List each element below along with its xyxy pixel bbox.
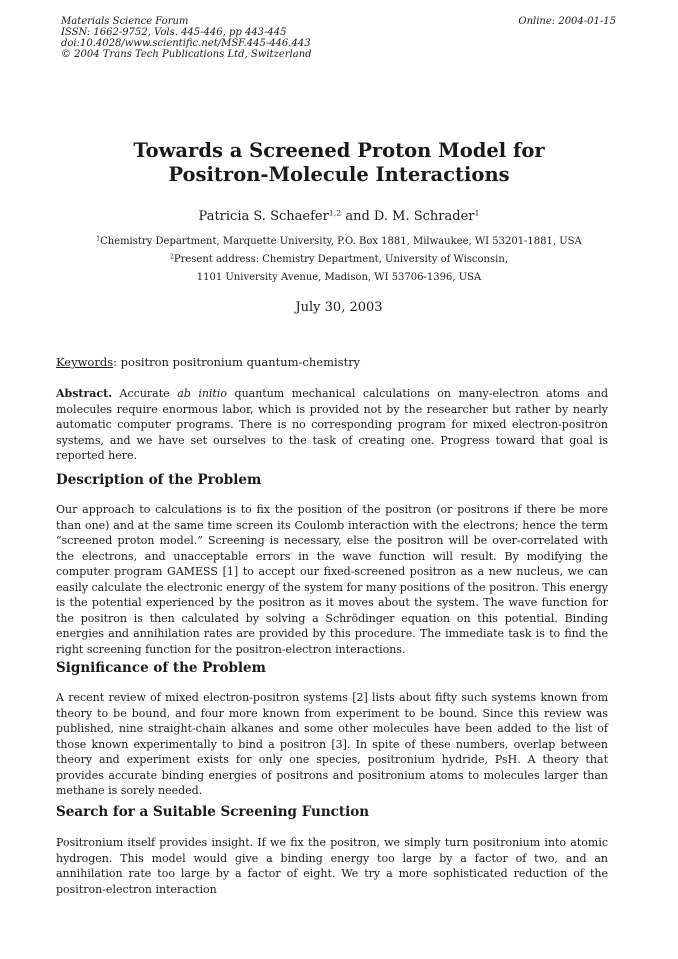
author-conj: and — [341, 209, 374, 224]
author-1-affil: 1,2 — [328, 208, 342, 218]
section-heading-search: Search for a Suitable Screening Function — [56, 804, 370, 820]
copyright-line: © 2004 Trans Tech Publications Ltd, Switzerland — [61, 49, 312, 60]
affiliation-3: 1101 University Avenue, Madison, WI 53706-1396, USA — [196, 272, 482, 283]
section-heading-significance: Significance of the Problem — [56, 660, 266, 676]
author-2-affil: 1 — [474, 208, 480, 218]
paper-title — [0, 139, 678, 187]
author-list — [0, 209, 678, 224]
affiliation-2-text: Present address: Chemistry Department, University of Wisconsin, — [173, 254, 508, 265]
author-1: Patricia S. Schaefer — [198, 209, 329, 224]
keywords — [56, 355, 360, 369]
section-body-search: Positronium itself provides insight. If we fix the positron, we simply turn positronium into atomic hydrogen. This model would give a binding energy too large by a factor of two, and an annihilation rate too large by a factor of eight. We try a more sophisticated reduction of the positron-electron interaction — [56, 836, 608, 896]
abstract — [56, 386, 608, 464]
abstract-text: quantum mechanical calculations on many-electron atoms and molecules require enormous labor, which is provided not by the researcher but rather by nearly automatic computer programs. There is no corresponding program for mixed electron-positron systems, and we have set ourselves to the task of creating one. Progress toward that goal is reported here. — [56, 387, 608, 462]
affiliation-1-mark: 1 — [96, 235, 101, 243]
title-line-2: Positron-Molecule Interactions — [168, 163, 510, 186]
issn-line: ISSN: 1662-9752, Vols. 445-446, pp 443-445 — [61, 27, 287, 38]
doi-line: doi:10.4028/www.scientific.net/MSF.445-446.443 — [61, 38, 311, 49]
author-2: D. M. Schrader — [373, 209, 475, 224]
affiliation-1 — [0, 236, 678, 247]
keywords-label: Keywords — [56, 355, 114, 369]
section-body-significance: A recent review of mixed electron-positron systems [2] lists about fifty such systems known from theory to be bound, and four more known from experiment to be bound. Since this review was published, nine straight-chain alkanes and some other molecules have been added to the list of those known experimentally to bind a positron [3]. In spite of these numbers, overlap between theory and experiment exists for only one species, positronium hydride, PsH. A theory that provides accurate binding energies of positrons and positronium atoms to molecules larger than methane is sorely needed. — [56, 691, 608, 797]
section-heading-description: Description of the Problem — [56, 472, 262, 488]
abstract-emphasis: ab initio — [177, 387, 227, 400]
online-date: Online: 2004-01-15 — [518, 16, 616, 27]
affiliation-2 — [0, 254, 678, 265]
abstract-label: Abstract. — [56, 387, 113, 400]
page-header — [61, 16, 616, 60]
affiliation-1-text: Chemistry Department, Marquette University, P.O. Box 1881, Milwaukee, WI 53201-1881, USA — [100, 236, 582, 247]
abstract-text-start: Accurate — [112, 387, 178, 400]
title-line-1: Towards a Screened Proton Model for — [133, 139, 545, 162]
keywords-text: : positron positronium quantum-chemistry — [113, 355, 361, 369]
affiliation-2-mark: 2 — [170, 253, 174, 261]
paper-date: July 30, 2003 — [295, 300, 383, 315]
section-body-description: Our approach to calculations is to fix the position of the positron (or positrons if there be more than one) and at the same time screen its Coulomb interaction with the electrons; hence the term “screened proton model.” Screening is necessary, else the positron will be over-correlated with the electrons, and unacceptable errors in the wave function will result. By modifying the computer program GAMESS [1] to accept our fixed-screened positron as a new nucleus, we can easily calculate the electronic energy of the system for many positions of the positron. This energy is the potential experienced by the positron as it moves about the system. The wave function for the positron is then calculated by solving a Schrödinger equation on this potential. Binding energies and annihilation rates are provided by this procedure. The immediate task is to find the right screening function for the positron-electron interactions. — [56, 503, 608, 656]
journal-name: Materials Science Forum — [61, 16, 189, 27]
